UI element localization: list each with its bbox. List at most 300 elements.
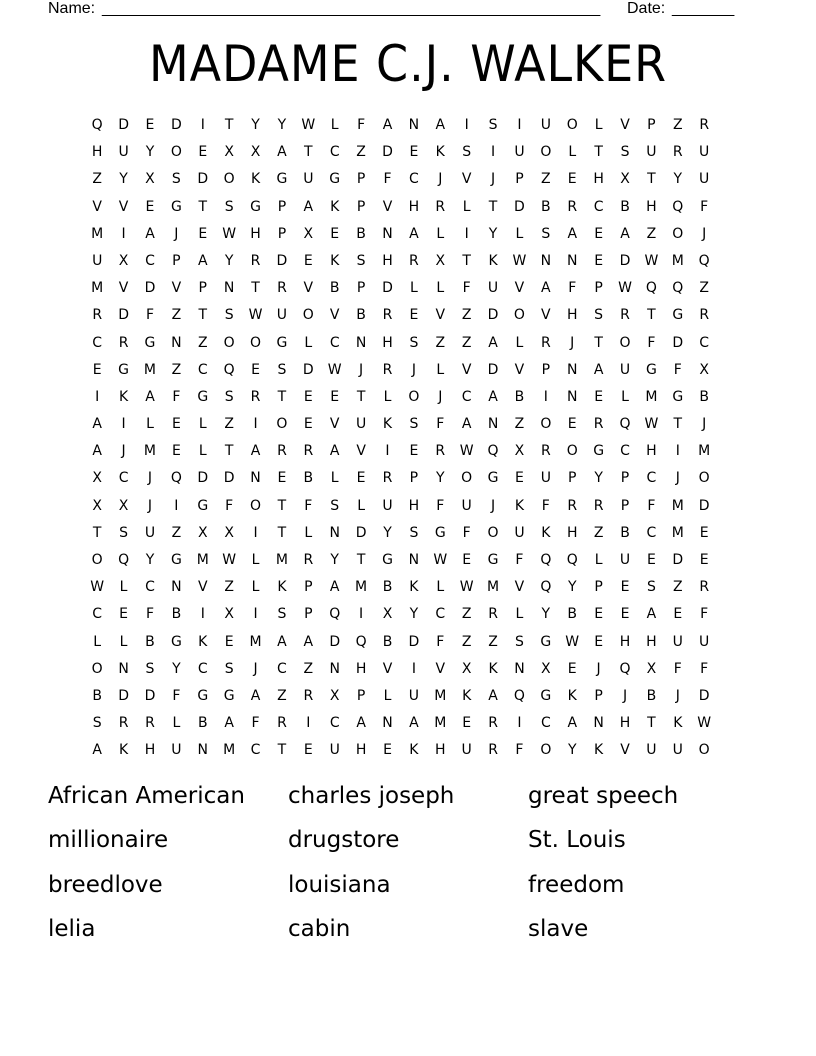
grid-letter: T xyxy=(647,715,656,732)
grid-letter: U xyxy=(487,280,499,297)
grid-letter: U xyxy=(329,742,340,759)
word-bank-item: African American xyxy=(48,783,245,809)
grid-letter: Y xyxy=(594,470,603,487)
grid-letter: L xyxy=(594,552,603,568)
grid-letter: P xyxy=(198,280,207,297)
grid-letter: D xyxy=(382,280,393,297)
grid-letter: B xyxy=(329,280,340,297)
grid-letter: L xyxy=(515,334,524,351)
grid-letter: X xyxy=(224,144,234,161)
grid-letter: A xyxy=(92,742,102,759)
grid-letter: G xyxy=(197,388,209,405)
grid-letter: L xyxy=(568,144,577,161)
grid-letter: P xyxy=(277,225,287,242)
grid-letter: A xyxy=(145,225,155,242)
word-bank-item: louisiana xyxy=(288,871,391,898)
grid-letter: V xyxy=(197,579,208,596)
grid-letter: Y xyxy=(409,606,419,623)
grid-letter: S xyxy=(171,171,181,188)
grid-letter: J xyxy=(675,470,680,487)
grid-letter: A xyxy=(250,687,261,704)
grid-letter: D xyxy=(355,524,367,541)
grid-letter: G xyxy=(540,633,552,650)
word-bank-item: drugstore xyxy=(288,827,400,854)
grid-letter: W xyxy=(644,252,659,269)
grid-letter: L xyxy=(436,361,445,378)
grid-letter: U xyxy=(408,687,419,704)
grid-letter: L xyxy=(436,225,445,242)
grid-letter: E xyxy=(409,307,419,324)
grid-letter: L xyxy=(304,334,313,351)
grid-letter: V xyxy=(303,280,314,297)
grid-letter: E xyxy=(224,633,234,650)
grid-letter: C xyxy=(646,524,657,541)
grid-letter: Q xyxy=(329,606,341,623)
grid-letter: L xyxy=(93,633,102,650)
grid-letter: N xyxy=(223,280,235,297)
page-title: MADAME C.J. WALKER xyxy=(149,35,667,93)
grid-letter: V xyxy=(620,742,630,759)
grid-letter: K xyxy=(488,660,498,677)
word-bank-item: slave xyxy=(528,915,589,942)
word-bank-item: freedom xyxy=(528,871,625,898)
grid-letter: T xyxy=(594,144,603,161)
grid-letter: N xyxy=(355,334,367,351)
grid-letter: P xyxy=(647,117,656,133)
grid-letter: X xyxy=(224,524,234,541)
grid-letter: Y xyxy=(567,579,577,596)
grid-letter: C xyxy=(92,606,103,623)
grid-letter: E xyxy=(594,225,604,242)
grid-letter: D xyxy=(382,144,393,161)
grid-letter: L xyxy=(198,416,207,433)
grid-letter: H xyxy=(593,171,604,188)
grid-letter: F xyxy=(225,497,234,514)
grid-letter: Q xyxy=(118,552,130,568)
grid-letter: F xyxy=(673,361,682,378)
grid-letter: Y xyxy=(541,606,551,623)
grid-letter: L xyxy=(357,497,365,514)
grid-letter: N xyxy=(118,660,129,677)
grid-letter: O xyxy=(223,171,235,188)
grid-letter: B xyxy=(145,633,155,650)
grid-letter: X xyxy=(118,497,129,514)
grid-letter: W xyxy=(90,579,105,596)
grid-letter: J xyxy=(622,687,628,704)
grid-letter: G xyxy=(223,687,235,704)
grid-letter: B xyxy=(514,388,525,405)
grid-letter: Y xyxy=(119,171,128,188)
grid-letter: B xyxy=(620,524,630,541)
grid-letter: S xyxy=(646,579,656,596)
grid-letter: A xyxy=(567,715,578,732)
grid-letter: O xyxy=(566,117,578,133)
grid-letter: N xyxy=(329,524,340,541)
grid-letter: X xyxy=(382,606,393,623)
grid-letter: M xyxy=(223,742,236,759)
grid-letter: U xyxy=(646,742,657,759)
grid-letter: H xyxy=(382,252,393,269)
grid-letter: K xyxy=(250,171,261,188)
grid-letter: J xyxy=(490,171,496,188)
grid-letter: I xyxy=(675,443,680,460)
grid-letter: H xyxy=(646,443,657,460)
grid-letter: P xyxy=(594,687,603,704)
grid-letter: E xyxy=(303,252,313,269)
grid-letter: S xyxy=(145,660,155,677)
grid-letter: I xyxy=(121,225,126,242)
grid-letter: V xyxy=(329,307,340,324)
grid-letter: T xyxy=(277,388,287,405)
grid-letter: T xyxy=(277,524,287,541)
grid-letter: B xyxy=(620,198,630,215)
grid-letter: K xyxy=(277,579,287,596)
grid-letter: Y xyxy=(145,552,155,568)
grid-letter: Q xyxy=(619,660,631,677)
grid-letter: M xyxy=(249,633,262,650)
grid-letter: G xyxy=(144,334,156,351)
grid-letter: Q xyxy=(91,117,103,133)
grid-letter: A xyxy=(409,715,419,732)
grid-letter: W xyxy=(459,579,474,596)
grid-letter: L xyxy=(436,280,445,297)
grid-letter: W xyxy=(433,552,448,568)
grid-letter: T xyxy=(647,171,656,188)
grid-letter: D xyxy=(619,252,631,269)
grid-letter: G xyxy=(197,497,209,514)
grid-letter: M xyxy=(196,552,209,568)
grid-letter: D xyxy=(170,117,182,133)
grid-letter: I xyxy=(253,524,258,541)
grid-letter: E xyxy=(409,443,419,460)
grid-letter: R xyxy=(277,715,287,732)
grid-letter: N xyxy=(382,225,393,242)
grid-letter: X xyxy=(145,171,155,188)
grid-letter: K xyxy=(673,715,683,732)
grid-letter: C xyxy=(435,606,446,623)
grid-letter: E xyxy=(646,552,656,568)
grid-letter: R xyxy=(303,687,314,704)
grid-letter: R xyxy=(250,252,261,269)
grid-letter: R xyxy=(118,715,129,732)
grid-letter: O xyxy=(408,388,420,405)
grid-letter: O xyxy=(302,307,314,324)
grid-letter: D xyxy=(698,687,710,704)
grid-letter: W xyxy=(301,117,316,133)
grid-letter: H xyxy=(408,198,420,215)
grid-letter: O xyxy=(566,443,578,460)
grid-letter: F xyxy=(541,497,550,514)
grid-letter: M xyxy=(143,443,157,460)
grid-letter: U xyxy=(303,171,314,188)
grid-letter: O xyxy=(223,334,235,351)
grid-letter: X xyxy=(118,252,129,269)
grid-letter: Q xyxy=(672,198,684,215)
grid-letter: F xyxy=(673,660,682,677)
grid-letter: T xyxy=(198,307,208,324)
grid-letter: G xyxy=(197,687,209,704)
grid-letter: Z xyxy=(461,633,472,650)
grid-letter: G xyxy=(672,307,684,324)
grid-letter: D xyxy=(487,307,499,324)
grid-letter: Z xyxy=(435,334,446,351)
grid-letter: T xyxy=(224,443,234,460)
grid-letter: R xyxy=(92,307,103,324)
grid-letter: D xyxy=(118,307,129,324)
grid-letter: K xyxy=(488,252,498,269)
grid-letter: A xyxy=(329,443,340,460)
grid-letter: Z xyxy=(541,171,551,188)
grid-letter: H xyxy=(646,198,657,215)
grid-letter: A xyxy=(567,225,578,242)
grid-letter: O xyxy=(698,742,710,759)
grid-letter: E xyxy=(699,524,709,541)
grid-letter: V xyxy=(514,579,525,596)
grid-letter: F xyxy=(251,715,260,732)
grid-letter: B xyxy=(356,225,366,242)
grid-letter: J xyxy=(147,470,153,487)
grid-letter: X xyxy=(197,524,208,541)
grid-letter: A xyxy=(329,579,340,596)
grid-letter: R xyxy=(277,280,287,297)
grid-letter: Y xyxy=(383,524,392,541)
grid-letter: X xyxy=(303,225,314,242)
grid-letter: A xyxy=(145,388,155,405)
grid-letter: A xyxy=(488,388,498,405)
grid-letter: Z xyxy=(171,361,182,378)
grid-letter: U xyxy=(118,144,129,161)
grid-letter: T xyxy=(647,307,656,324)
grid-letter: X xyxy=(461,660,472,677)
grid-letter: I xyxy=(517,117,522,133)
grid-letter: I xyxy=(385,443,390,460)
grid-letter: Y xyxy=(145,144,155,161)
grid-letter: Z xyxy=(224,416,234,433)
grid-letter: S xyxy=(356,252,366,269)
grid-letter: O xyxy=(513,307,525,324)
grid-letter: Y xyxy=(277,117,287,133)
grid-letter: D xyxy=(487,361,499,378)
grid-letter: V xyxy=(514,280,525,297)
grid-letter: Y xyxy=(673,171,683,188)
grid-letter: X xyxy=(92,470,102,487)
grid-letter: D xyxy=(144,280,156,297)
grid-letter: A xyxy=(303,633,314,650)
grid-letter: A xyxy=(92,416,102,433)
grid-letter: F xyxy=(700,198,709,215)
grid-letter: G xyxy=(170,633,182,650)
grid-letter: U xyxy=(382,497,393,514)
grid-letter: O xyxy=(170,144,182,161)
grid-letter: E xyxy=(251,361,260,378)
grid-letter: F xyxy=(145,307,154,324)
grid-letter: N xyxy=(540,252,552,269)
grid-letter: G xyxy=(118,361,130,378)
grid-letter: J xyxy=(570,334,575,351)
grid-letter: F xyxy=(647,334,656,351)
grid-letter: Z xyxy=(171,307,182,324)
grid-letter: P xyxy=(620,497,630,514)
grid-letter: G xyxy=(593,443,605,460)
grid-letter: T xyxy=(198,198,208,215)
grid-letter: W xyxy=(327,361,342,378)
grid-letter: W xyxy=(248,307,263,324)
grid-letter: D xyxy=(118,117,129,133)
grid-letter: O xyxy=(698,470,710,487)
grid-letter: Z xyxy=(593,524,604,541)
grid-letter: C xyxy=(699,334,710,351)
grid-letter: G xyxy=(487,552,499,568)
grid-letter: E xyxy=(330,388,340,405)
grid-letter: L xyxy=(330,470,339,487)
grid-letter: D xyxy=(197,470,209,487)
grid-letter: E xyxy=(620,579,630,596)
grid-letter: W xyxy=(618,280,632,297)
grid-letter: Z xyxy=(461,334,472,351)
grid-letter: H xyxy=(250,225,261,242)
grid-letter: L xyxy=(383,388,392,405)
grid-letter: M xyxy=(487,579,500,596)
grid-letter: E xyxy=(330,225,340,242)
grid-letter: I xyxy=(253,606,258,623)
grid-letter: S xyxy=(620,144,630,161)
grid-letter: R xyxy=(672,144,683,161)
grid-letter: Y xyxy=(330,552,339,568)
grid-letter: E xyxy=(198,144,208,161)
grid-letter: Q xyxy=(619,416,631,433)
grid-letter: L xyxy=(409,280,418,297)
grid-letter: X xyxy=(646,660,657,677)
grid-letter: J xyxy=(702,225,707,242)
grid-letter: A xyxy=(435,117,446,133)
grid-letter: R xyxy=(488,606,498,623)
grid-letter: K xyxy=(594,742,604,759)
grid-letter: R xyxy=(540,443,551,460)
grid-letter: X xyxy=(224,606,234,623)
grid-letter: G xyxy=(250,198,261,215)
grid-letter: I xyxy=(490,144,496,161)
grid-letter: N xyxy=(171,579,182,596)
grid-letter: R xyxy=(593,497,604,514)
grid-letter: R xyxy=(699,579,710,596)
grid-letter: S xyxy=(594,307,604,324)
grid-letter: I xyxy=(464,117,469,133)
grid-letter: K xyxy=(541,524,551,541)
grid-letter: S xyxy=(277,361,287,378)
grid-letter: Z xyxy=(461,307,472,324)
grid-letter: O xyxy=(461,470,473,487)
grid-letter: E xyxy=(515,470,524,487)
grid-letter: E xyxy=(145,198,155,215)
grid-letter: Z xyxy=(92,171,102,188)
grid-letter: N xyxy=(197,742,208,759)
grid-letter: V xyxy=(329,416,340,433)
grid-letter: U xyxy=(619,361,631,378)
grid-letter: Z xyxy=(197,334,208,351)
grid-letter: J xyxy=(596,660,601,677)
grid-letter: P xyxy=(541,361,551,378)
grid-letter: M xyxy=(645,388,658,405)
grid-letter: C xyxy=(461,388,472,405)
word-bank-item: millionaire xyxy=(48,827,169,854)
grid-letter: I xyxy=(253,416,258,433)
grid-letter: L xyxy=(198,443,207,460)
grid-letter: I xyxy=(517,715,522,732)
grid-letter: T xyxy=(462,252,471,269)
grid-letter: U xyxy=(144,524,156,541)
grid-letter: H xyxy=(566,307,578,324)
grid-letter: U xyxy=(171,742,182,759)
grid-letter: R xyxy=(593,416,604,433)
grid-letter: P xyxy=(594,280,603,297)
grid-letter: G xyxy=(276,171,288,188)
grid-letter: N xyxy=(408,552,420,568)
grid-letter: R xyxy=(118,334,129,351)
word-bank-item: great speech xyxy=(528,783,679,809)
name-blank-line: ________________________________________________________ xyxy=(102,0,601,17)
grid-letter: J xyxy=(411,361,416,378)
grid-letter: Q xyxy=(540,552,552,568)
grid-letter: O xyxy=(91,552,103,568)
grid-letter: O xyxy=(672,225,684,242)
grid-letter: U xyxy=(646,144,657,161)
grid-letter: L xyxy=(172,715,181,732)
grid-letter: L xyxy=(515,606,524,623)
grid-letter: F xyxy=(462,280,471,297)
grid-letter: Z xyxy=(277,687,287,704)
grid-letter: T xyxy=(594,334,603,351)
grid-letter: L xyxy=(330,117,339,133)
grid-letter: K xyxy=(330,252,340,269)
grid-letter: A xyxy=(303,198,314,215)
grid-letter: E xyxy=(119,606,129,623)
grid-letter: H xyxy=(619,633,631,650)
grid-letter: M xyxy=(91,225,104,242)
grid-letter: N xyxy=(171,334,182,351)
grid-letter: E xyxy=(409,144,419,161)
grid-letter: P xyxy=(515,171,524,188)
grid-letter: Y xyxy=(251,117,260,133)
grid-letter: V xyxy=(435,660,446,677)
grid-letter: G xyxy=(276,334,288,351)
grid-letter: E xyxy=(594,633,604,650)
grid-letter: X xyxy=(620,171,630,188)
grid-letter: B xyxy=(197,715,208,732)
grid-letter: X xyxy=(435,252,446,269)
grid-letter: F xyxy=(515,552,524,568)
grid-letter: H xyxy=(91,144,103,161)
grid-letter: M xyxy=(355,579,368,596)
grid-letter: D xyxy=(144,687,156,704)
grid-letter: A xyxy=(541,280,551,297)
grid-letter: M xyxy=(671,524,684,541)
grid-letter: P xyxy=(304,579,313,596)
grid-letter: J xyxy=(174,225,179,242)
grid-letter: G xyxy=(672,388,684,405)
grid-letter: A xyxy=(197,252,208,269)
grid-letter: G xyxy=(487,470,499,487)
grid-letter: Z xyxy=(224,579,234,596)
grid-letter: K xyxy=(330,198,340,215)
grid-letter: F xyxy=(700,606,709,623)
grid-letter: E xyxy=(171,416,181,433)
grid-letter: U xyxy=(461,742,472,759)
grid-letter: Z xyxy=(514,416,525,433)
grid-letter: R xyxy=(409,252,419,269)
grid-letter: Z xyxy=(356,144,366,161)
grid-letter: W xyxy=(459,443,474,460)
grid-letter: P xyxy=(568,470,577,487)
